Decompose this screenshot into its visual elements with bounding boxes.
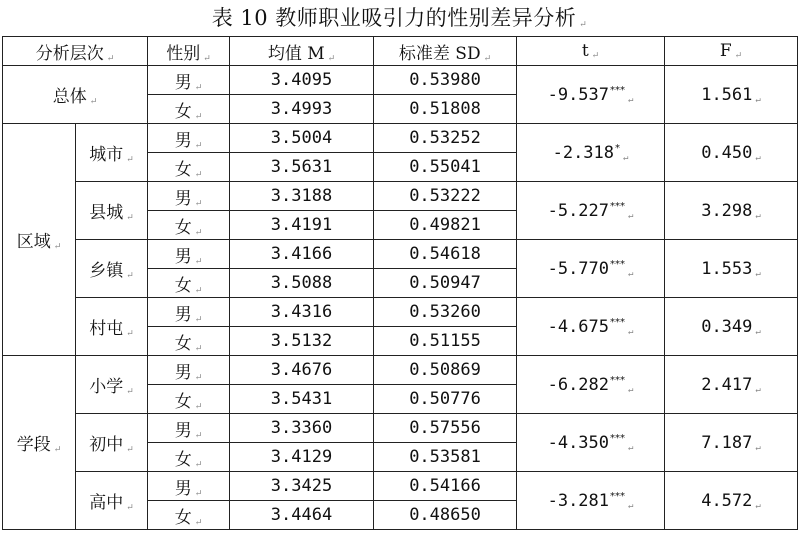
mean-cell: [230, 298, 374, 327]
gender-cell-text: 男: [174, 304, 192, 325]
t-cell: [517, 240, 665, 298]
paragraph-mark-icon: ↵: [53, 242, 62, 252]
group-name-cell: [76, 472, 148, 530]
paragraph-mark-icon: ↵: [194, 488, 203, 499]
paragraph-mark-icon: ↵: [203, 53, 211, 64]
mean-cell: [230, 327, 374, 356]
f-cell-text: 7.187: [701, 432, 753, 453]
significance-mark: ***: [610, 316, 626, 328]
mean-cell: [230, 182, 374, 211]
paragraph-mark-icon: ↵: [194, 82, 203, 93]
header-level: 分析层次 ↵: [3, 37, 148, 66]
paragraph-mark-icon: ↵: [126, 329, 134, 339]
mean-cell-text: 3.3360: [270, 418, 333, 438]
sd-cell-text: 0.57556: [409, 418, 481, 438]
paragraph-mark-icon: ↵: [623, 152, 629, 163]
gender-cell: [148, 501, 230, 530]
sd-cell-text: 0.49821: [409, 215, 481, 235]
sd-cell: [374, 443, 517, 472]
gender-cell: [148, 182, 230, 211]
group-name-cell-text: 城市: [89, 145, 124, 165]
paragraph-mark-icon: ↵: [194, 314, 203, 325]
header-mean: 均值 M ↵: [230, 37, 374, 66]
mean-cell-text: 3.5004: [270, 128, 333, 148]
group-name-cell-text: 初中: [89, 435, 124, 455]
paragraph-mark-icon: ↵: [194, 140, 203, 151]
significance-mark: ***: [610, 432, 626, 444]
paragraph-mark-icon: ↵: [194, 401, 203, 412]
paragraph-mark-icon: ↵: [755, 384, 761, 395]
group-name-cell: [76, 240, 148, 298]
t-cell-text: -2.318: [552, 142, 615, 163]
gender-cell-text: 女: [174, 333, 192, 354]
sd-cell-text: 0.50776: [409, 389, 481, 409]
t-cell-text: -6.282: [547, 374, 610, 395]
sd-cell: [374, 240, 517, 269]
paragraph-mark-icon: ↵: [755, 94, 761, 105]
gender-cell-text: 女: [174, 101, 192, 122]
paragraph-mark-icon: ↵: [628, 326, 634, 337]
sd-cell-text: 0.51808: [409, 99, 481, 119]
paragraph-mark-icon: ↵: [628, 500, 634, 511]
mean-cell: [230, 443, 374, 472]
t-cell: [517, 356, 665, 414]
f-cell: [665, 472, 798, 530]
paragraph-mark-icon: ↵: [126, 271, 134, 281]
paragraph-mark-icon: ↵: [628, 210, 634, 221]
paragraph-mark-icon: ↵: [755, 442, 761, 453]
sd-cell: [374, 124, 517, 153]
paragraph-mark-icon: ↵: [755, 210, 761, 221]
sd-cell: [374, 414, 517, 443]
f-cell-text: 0.450: [701, 142, 753, 163]
gender-cell-text: 女: [174, 391, 192, 412]
f-cell: [665, 298, 798, 356]
sd-cell: [374, 327, 517, 356]
mean-cell: [230, 66, 374, 95]
sd-cell: [374, 153, 517, 182]
f-cell: [665, 240, 798, 298]
t-cell: [517, 182, 665, 240]
table-row: [3, 356, 798, 385]
sd-cell-text: 0.50947: [409, 273, 481, 293]
t-cell-text: -3.281: [547, 490, 610, 511]
table-row: [3, 240, 798, 269]
paragraph-mark-icon: ↵: [126, 445, 134, 455]
level-overall: [3, 66, 148, 124]
table-row: [3, 298, 798, 327]
mean-cell-text: 3.5431: [270, 389, 333, 409]
gender-cell: [148, 269, 230, 298]
mean-cell: [230, 211, 374, 240]
gender-cell: [148, 95, 230, 124]
level-stage-text: 学段: [16, 435, 51, 455]
table-title: [0, 4, 799, 39]
mean-cell-text: 3.4095: [270, 70, 333, 90]
mean-cell-text: 3.4316: [270, 302, 333, 322]
mean-cell-text: 3.3188: [270, 186, 333, 206]
mean-cell: [230, 414, 374, 443]
level-overall-text: 总体: [52, 87, 87, 107]
table-row: [3, 66, 798, 95]
paragraph-mark-icon: ↵: [126, 155, 134, 165]
paragraph-mark-icon: ↵: [194, 227, 203, 238]
mean-cell: [230, 240, 374, 269]
paragraph-mark-icon: ↵: [194, 343, 203, 354]
gender-cell-text: 男: [174, 130, 192, 151]
f-cell: [665, 124, 798, 182]
gender-cell: [148, 124, 230, 153]
paragraph-mark-icon: ↵: [194, 517, 203, 528]
gender-cell: [148, 298, 230, 327]
t-cell: [517, 298, 665, 356]
paragraph-mark-icon: ↵: [53, 445, 62, 455]
gender-difference-table: [2, 36, 798, 530]
f-cell-text: 3.298: [701, 200, 753, 221]
gender-cell-text: 女: [174, 217, 192, 238]
gender-cell-text: 男: [174, 72, 192, 93]
mean-cell: [230, 356, 374, 385]
gender-cell: [148, 385, 230, 414]
mean-cell: [230, 472, 374, 501]
gender-cell-text: 男: [174, 420, 192, 441]
paragraph-mark-icon: ↵: [628, 384, 634, 395]
table-title-text: 表 10 教师职业吸引力的性别差异分析: [211, 6, 577, 30]
f-cell-text: 4.572: [701, 490, 753, 511]
paragraph-mark-icon: ↵: [483, 53, 492, 64]
table-row: [3, 414, 798, 443]
paragraph-mark-icon: ↵: [126, 213, 134, 223]
sd-cell: [374, 385, 517, 414]
t-cell-text: -9.537: [547, 84, 610, 105]
group-name-cell-text: 县城: [89, 203, 124, 223]
paragraph-mark-icon: ↵: [194, 430, 203, 441]
sd-cell-text: 0.48650: [409, 505, 481, 525]
f-cell: [665, 66, 798, 124]
paragraph-mark-icon: ↵: [194, 372, 203, 383]
table-row: [3, 124, 798, 153]
group-name-cell-text: 村屯: [89, 319, 124, 339]
gender-cell-text: 女: [174, 159, 192, 180]
t-cell-text: -4.350: [547, 432, 610, 453]
paragraph-mark-icon: ↵: [591, 51, 600, 61]
sd-cell-text: 0.54166: [409, 476, 481, 496]
mean-cell: [230, 124, 374, 153]
gender-cell: [148, 66, 230, 95]
header-f: F ↵: [665, 37, 798, 66]
group-name-cell: [76, 414, 148, 472]
paragraph-mark-icon: ↵: [126, 387, 134, 397]
sd-cell: [374, 269, 517, 298]
sd-cell-text: 0.53581: [409, 447, 481, 467]
gender-cell-text: 男: [174, 188, 192, 209]
paragraph-mark-icon: ↵: [755, 152, 761, 163]
gender-cell: [148, 414, 230, 443]
significance-mark: ***: [610, 258, 626, 270]
header-t: t ↵: [517, 37, 665, 66]
paragraph-mark-icon: ↵: [194, 285, 203, 296]
group-name-cell: [76, 182, 148, 240]
sd-cell: [374, 95, 517, 124]
f-cell-text: 1.553: [701, 258, 753, 279]
header-sd: 标准差 SD ↵: [374, 37, 517, 66]
significance-mark: ***: [610, 490, 626, 502]
header-gender: 性别 ↵: [148, 37, 230, 66]
paragraph-mark-icon: ↵: [628, 442, 634, 453]
f-cell: [665, 414, 798, 472]
t-cell-text: -5.227: [547, 200, 610, 221]
paragraph-mark-icon: ↵: [194, 169, 203, 180]
mean-cell-text: 3.4191: [270, 215, 333, 235]
significance-mark: ***: [610, 84, 626, 96]
group-name-cell: [76, 124, 148, 182]
mean-cell-text: 3.4464: [270, 505, 333, 525]
sd-cell-text: 0.51155: [409, 331, 481, 351]
gender-cell: [148, 211, 230, 240]
sd-cell-text: 0.54618: [409, 244, 481, 264]
group-name-cell: [76, 356, 148, 414]
mean-cell-text: 3.5132: [270, 331, 333, 351]
sd-cell: [374, 298, 517, 327]
t-cell: [517, 66, 665, 124]
gender-cell: [148, 240, 230, 269]
mean-cell-text: 3.5631: [270, 157, 333, 177]
paragraph-mark-icon: ↵: [194, 256, 203, 267]
paragraph-mark-icon: ↵: [734, 51, 743, 61]
sd-cell-text: 0.53980: [409, 70, 481, 90]
gender-cell: [148, 472, 230, 501]
paragraph-mark-icon: ↵: [126, 503, 134, 513]
mean-cell-text: 3.3425: [270, 476, 333, 496]
mean-cell-text: 3.5088: [270, 273, 333, 293]
mean-cell: [230, 95, 374, 124]
mean-cell-text: 3.4166: [270, 244, 333, 264]
level-region-text: 区域: [16, 232, 51, 252]
paragraph-mark-icon: ↵: [89, 97, 98, 107]
sd-cell: [374, 211, 517, 240]
gender-cell-text: 女: [174, 275, 192, 296]
table-row: [3, 472, 798, 501]
sd-cell-text: 0.55041: [409, 157, 481, 177]
t-cell: [517, 472, 665, 530]
paragraph-mark-icon: ↵: [106, 53, 115, 64]
t-cell: [517, 124, 665, 182]
mean-cell-text: 3.4676: [270, 360, 333, 380]
sd-cell: [374, 182, 517, 211]
paragraph-mark-icon: ↵: [755, 500, 761, 511]
gender-cell: [148, 327, 230, 356]
table-row: [3, 182, 798, 211]
gender-cell-text: 男: [174, 362, 192, 383]
gender-cell: [148, 443, 230, 472]
paragraph-mark-icon: ↵: [628, 94, 634, 105]
f-cell-text: 0.349: [701, 316, 753, 337]
significance-mark: ***: [610, 200, 626, 212]
t-cell-text: -5.770: [547, 258, 610, 279]
gender-cell-text: 女: [174, 507, 192, 528]
paragraph-mark-icon: ↵: [579, 20, 588, 30]
f-cell-text: 2.417: [701, 374, 753, 395]
mean-cell: [230, 153, 374, 182]
paragraph-mark-icon: ↵: [628, 268, 634, 279]
gender-cell: [148, 153, 230, 182]
mean-cell: [230, 269, 374, 298]
header-row: [3, 37, 798, 66]
significance-mark: *: [615, 142, 621, 154]
group-name-cell: [76, 298, 148, 356]
sd-cell: [374, 356, 517, 385]
t-cell-text: -4.675: [547, 316, 610, 337]
paragraph-mark-icon: ↵: [194, 198, 203, 209]
mean-cell: [230, 385, 374, 414]
gender-cell-text: 男: [174, 246, 192, 267]
sd-cell-text: 0.53222: [409, 186, 481, 206]
sd-cell: [374, 501, 517, 530]
sd-cell-text: 0.53252: [409, 128, 481, 148]
paragraph-mark-icon: ↵: [755, 268, 761, 279]
level-region: [3, 124, 76, 356]
sd-cell: [374, 472, 517, 501]
f-cell: [665, 356, 798, 414]
sd-cell-text: 0.50869: [409, 360, 481, 380]
paragraph-mark-icon: ↵: [327, 53, 336, 64]
paragraph-mark-icon: ↵: [194, 111, 203, 122]
f-cell: [665, 182, 798, 240]
mean-cell: [230, 501, 374, 530]
significance-mark: ***: [610, 374, 626, 386]
paragraph-mark-icon: ↵: [755, 326, 761, 337]
t-cell: [517, 414, 665, 472]
gender-cell-text: 女: [174, 449, 192, 470]
f-cell-text: 1.561: [701, 84, 753, 105]
group-name-cell-text: 小学: [89, 377, 124, 397]
mean-cell-text: 3.4129: [270, 447, 333, 467]
paragraph-mark-icon: ↵: [194, 459, 203, 470]
group-name-cell-text: 高中: [89, 493, 124, 513]
level-stage: [3, 356, 76, 530]
gender-cell: [148, 356, 230, 385]
mean-cell-text: 3.4993: [270, 99, 333, 119]
group-name-cell-text: 乡镇: [89, 261, 124, 281]
gender-cell-text: 男: [174, 478, 192, 499]
sd-cell-text: 0.53260: [409, 302, 481, 322]
sd-cell: [374, 66, 517, 95]
